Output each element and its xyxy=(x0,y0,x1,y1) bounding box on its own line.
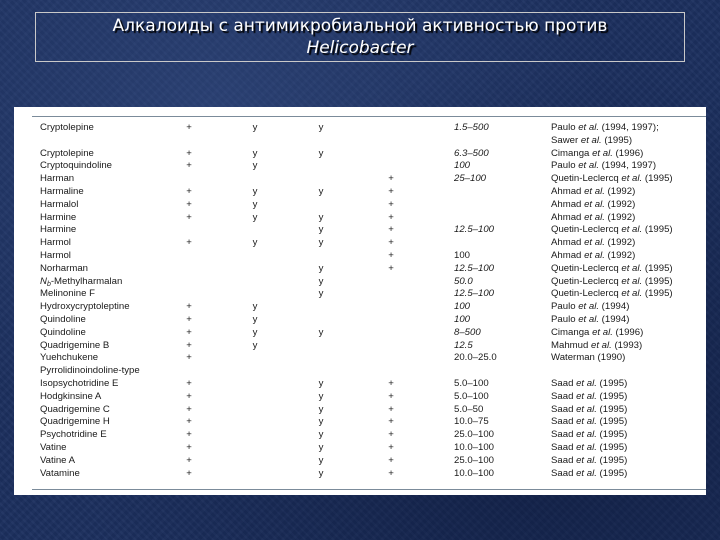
activity-col-2: y xyxy=(252,314,258,325)
compound-name: Cryptoquindoline xyxy=(40,160,112,172)
activity-col-3: y xyxy=(318,237,324,249)
mic-value: 1.5–500 xyxy=(454,122,489,133)
activity-col-4: + xyxy=(388,186,394,197)
reference: Cimanga et al. (1996) xyxy=(551,147,644,159)
mic-value: 12.5–100 xyxy=(454,288,495,300)
activity-col-3: y xyxy=(318,467,324,479)
activity-col-3: y xyxy=(318,122,324,133)
activity-col-1: + xyxy=(186,211,192,223)
mic-value: 10.0–100 xyxy=(454,467,495,479)
activity-col-1: + xyxy=(186,352,192,364)
mic-value: 100 xyxy=(454,160,471,172)
table-row xyxy=(14,263,706,276)
compound-name: Hydroxycryptoleptine xyxy=(40,301,130,313)
activity-col-2: y xyxy=(252,122,258,133)
activity-col-4: + xyxy=(388,237,394,249)
activity-col-2: y xyxy=(252,160,258,172)
table-row xyxy=(14,314,706,327)
reference: Paulo et al. (1994) xyxy=(551,301,630,313)
compound-name: Cryptolepine xyxy=(40,122,94,133)
activity-col-4: + xyxy=(388,211,394,223)
reference: Paulo et al. (1994, 1997) xyxy=(551,160,657,172)
activity-col-4: + xyxy=(388,403,394,415)
activity-col-3: y xyxy=(318,288,324,300)
activity-col-3: y xyxy=(318,262,324,274)
reference: Saad et al. (1995) xyxy=(551,378,628,389)
activity-col-1: + xyxy=(186,314,192,325)
table-row xyxy=(14,135,706,148)
mic-value: 6.3–500 xyxy=(454,147,489,159)
activity-col-3: y xyxy=(318,211,324,223)
activity-col-3: y xyxy=(318,390,324,402)
mic-value: 25–100 xyxy=(454,173,487,185)
table-row xyxy=(14,391,706,404)
activity-col-1: + xyxy=(186,429,192,441)
reference: Saad et al. (1995) xyxy=(551,454,628,466)
reference: Mahmud et al. (1993) xyxy=(551,339,643,351)
activity-col-3: y xyxy=(318,442,324,453)
activity-col-2: y xyxy=(252,339,258,351)
table-row xyxy=(14,148,706,161)
compound-name: Quadrigemine C xyxy=(40,403,110,415)
activity-col-3: y xyxy=(318,147,324,159)
activity-col-1: + xyxy=(186,416,192,428)
table-top-rule xyxy=(32,116,706,117)
reference: Quetin-Leclercq et al. (1995) xyxy=(551,275,673,287)
mic-value: 25.0–100 xyxy=(454,429,495,441)
activity-col-2: y xyxy=(252,147,258,159)
activity-col-3: y xyxy=(318,416,324,428)
mic-value: 5.0–50 xyxy=(454,403,484,415)
activity-col-3: y xyxy=(318,378,324,389)
table-row xyxy=(14,468,706,481)
table-row xyxy=(14,160,706,173)
compound-name: Melinonine F xyxy=(40,288,95,300)
compound-name: Harmine xyxy=(40,224,77,236)
activity-col-1: + xyxy=(186,147,192,159)
activity-col-4: + xyxy=(388,390,394,402)
mic-value: 25.0–100 xyxy=(454,454,495,466)
compound-name: Harmalol xyxy=(40,198,79,210)
mic-value: 10.0–75 xyxy=(454,416,489,428)
reference: Saad et al. (1995) xyxy=(551,429,628,441)
reference: Quetin-Leclercq et al. (1995) xyxy=(551,173,673,185)
reference: Ahmad et al. (1992) xyxy=(551,198,636,210)
table-row xyxy=(14,199,706,212)
compound-name: Pyrrolidinoindoline-type xyxy=(40,365,140,377)
activity-col-1: + xyxy=(186,122,192,133)
activity-col-4: + xyxy=(388,262,394,274)
table-row xyxy=(14,416,706,429)
reference: Saad et al. (1995) xyxy=(551,416,628,428)
activity-col-3: y xyxy=(318,275,324,287)
compound-name: Cryptolepine xyxy=(40,147,94,159)
activity-col-3: y xyxy=(318,186,324,197)
reference: Ahmad et al. (1992) xyxy=(551,237,636,249)
table-row xyxy=(14,442,706,455)
table-row xyxy=(14,186,706,199)
mic-value: 10.0–100 xyxy=(454,442,495,453)
reference: Paulo et al. (1994, 1997); xyxy=(551,122,659,133)
table-row xyxy=(14,340,706,353)
reference: Waterman (1990) xyxy=(551,352,626,364)
activity-col-1: + xyxy=(186,467,192,479)
mic-value: 12.5 xyxy=(454,339,473,351)
table-row xyxy=(14,352,706,365)
reference: Quetin-Leclercq et al. (1995) xyxy=(551,224,673,236)
activity-col-1: + xyxy=(186,339,192,351)
compound-name: Quadrigemine H xyxy=(40,416,110,428)
reference: Cimanga et al. (1996) xyxy=(551,326,644,338)
reference: Quetin-Leclercq et al. (1995) xyxy=(551,262,673,274)
table-row xyxy=(14,327,706,340)
compound-name: Quindoline xyxy=(40,326,86,338)
activity-col-2: y xyxy=(252,186,258,197)
table-row xyxy=(14,122,706,135)
table-bottom-rule xyxy=(32,489,706,490)
activity-col-1: + xyxy=(186,198,192,210)
activity-col-2: y xyxy=(252,198,258,210)
compound-name: Norharman xyxy=(40,262,88,274)
activity-col-4: + xyxy=(388,198,394,210)
activity-col-4: + xyxy=(388,173,394,185)
table-row xyxy=(14,301,706,314)
mic-value: 8–500 xyxy=(454,326,481,338)
compound-name: Yuehchukene xyxy=(40,352,99,364)
mic-value: 12.5–100 xyxy=(454,224,495,236)
activity-col-1: + xyxy=(186,403,192,415)
activity-col-4: + xyxy=(388,224,394,236)
compound-name: Vatine A xyxy=(40,454,76,466)
table-row xyxy=(14,404,706,417)
compound-name: Vatine xyxy=(40,442,67,453)
activity-col-2: y xyxy=(252,326,258,338)
activity-col-2: y xyxy=(252,301,258,313)
mic-value: 100 xyxy=(454,250,471,261)
compound-name: Harmaline xyxy=(40,186,84,197)
compound-name: Harmol xyxy=(40,237,71,249)
mic-value: 50.0 xyxy=(454,275,473,287)
reference: Saad et al. (1995) xyxy=(551,390,628,402)
compound-name: Hodgkinsine A xyxy=(40,390,102,402)
compound-name: Psychotridine E xyxy=(40,429,107,441)
table-row xyxy=(14,237,706,250)
mic-value: 100 xyxy=(454,301,471,313)
activity-col-1: + xyxy=(186,442,192,453)
activity-col-3: y xyxy=(318,429,324,441)
mic-value: 12.5–100 xyxy=(454,262,495,274)
table-row xyxy=(14,288,706,301)
activity-col-2: y xyxy=(252,211,258,223)
reference: Sawer et al. (1995) xyxy=(551,134,633,146)
slide-title-line1: Алкалоиды с антимикробиальной активностью против xyxy=(112,16,608,36)
activity-col-1: + xyxy=(186,186,192,197)
activity-col-2: y xyxy=(252,237,258,249)
table-row xyxy=(14,455,706,468)
table-row xyxy=(14,224,706,237)
activity-col-1: + xyxy=(186,237,192,249)
compound-name: Harmol xyxy=(40,250,71,261)
table-row xyxy=(14,212,706,225)
mic-value: 20.0–25.0 xyxy=(454,352,497,364)
activity-col-3: y xyxy=(318,224,324,236)
mic-value: 100 xyxy=(454,314,471,325)
activity-col-1: + xyxy=(186,390,192,402)
activity-col-4: + xyxy=(388,454,394,466)
reference: Saad et al. (1995) xyxy=(551,403,628,415)
activity-col-1: + xyxy=(186,160,192,172)
compound-name: Quindoline xyxy=(40,314,86,325)
table-row xyxy=(14,250,706,263)
compound-name: Harman xyxy=(40,173,75,185)
slide-title xyxy=(35,12,685,62)
compound-name: $N_b$-Methylharmalan xyxy=(40,275,123,288)
activity-col-1: + xyxy=(186,301,192,313)
activity-col-3: y xyxy=(318,326,324,338)
activity-col-4: + xyxy=(388,429,394,441)
activity-col-1: + xyxy=(186,326,192,338)
activity-col-1: + xyxy=(186,454,192,466)
reference: Ahmad et al. (1992) xyxy=(551,250,636,261)
table-row xyxy=(14,378,706,391)
reference: Saad et al. (1995) xyxy=(551,442,628,453)
activity-col-4: + xyxy=(388,378,394,389)
activity-col-3: y xyxy=(318,454,324,466)
reference: Ahmad et al. (1992) xyxy=(551,211,636,223)
compound-name: Isopsychotridine E xyxy=(40,378,119,389)
mic-value: 5.0–100 xyxy=(454,378,489,389)
activity-col-4: + xyxy=(388,442,394,453)
alkaloid-table xyxy=(14,107,706,495)
activity-col-4: + xyxy=(388,467,394,479)
activity-col-1: + xyxy=(186,378,192,389)
mic-value: 5.0–100 xyxy=(454,390,489,402)
reference: Ahmad et al. (1992) xyxy=(551,186,636,197)
activity-col-4: + xyxy=(388,416,394,428)
table-group-heading xyxy=(14,365,706,378)
reference: Paulo et al. (1994) xyxy=(551,314,630,325)
table-row xyxy=(14,173,706,186)
table-row xyxy=(14,276,706,289)
activity-col-4: + xyxy=(388,250,394,261)
reference: Quetin-Leclercq et al. (1995) xyxy=(551,288,673,300)
reference: Saad et al. (1995) xyxy=(551,467,628,479)
table-row xyxy=(14,429,706,442)
activity-col-3: y xyxy=(318,403,324,415)
compound-name: Harmine xyxy=(40,211,77,223)
slide-title-line2: Helicobacter xyxy=(306,38,414,58)
compound-name: Quadrigemine B xyxy=(40,339,110,351)
compound-name: Vatamine xyxy=(40,467,80,479)
